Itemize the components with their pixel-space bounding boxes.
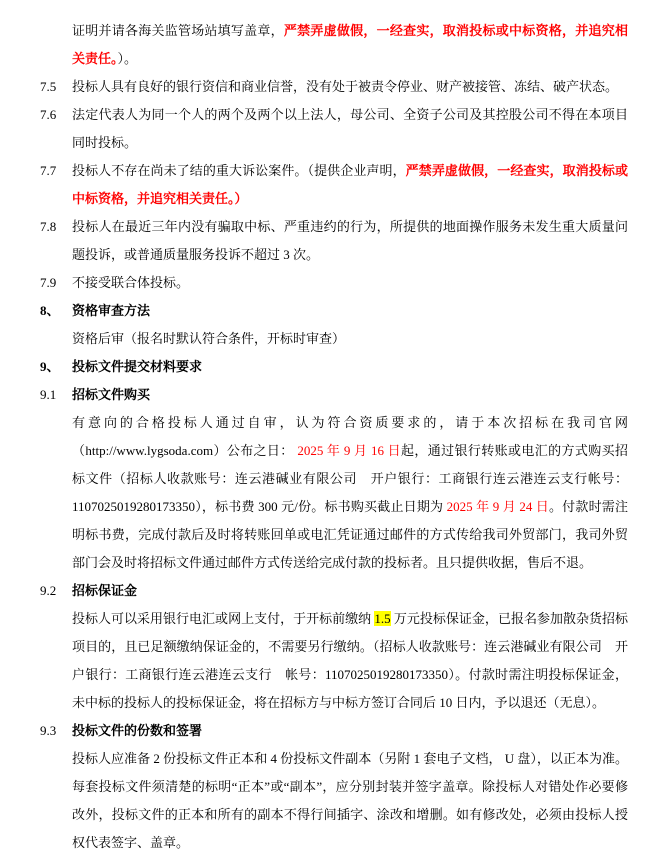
section-9-3-body <box>72 745 628 857</box>
section-number: 9.2 <box>40 583 57 598</box>
clause-text: 证明并请各海关监管场站填写盖章， <box>72 23 284 38</box>
section-9-1-body <box>72 409 628 577</box>
clause-text: 投标人不存在尚未了结的重大诉讼案件。（提供企业声明， <box>72 163 406 178</box>
section-number: 8、 <box>40 303 60 318</box>
section-title: 招标保证金 <box>72 583 138 598</box>
warning-text: 严禁弄虚做假，一经查实，取消投标或中标资格，并追究相关责任。 <box>72 23 628 66</box>
clause-7-8 <box>40 213 628 269</box>
clause-text: 投标人在最近三年内没有骗取中标、严重违约的行为，所提供的地面操作服务未发生重大质量问题投诉，或普通质量服务投诉不超过 3 次。 <box>72 219 628 262</box>
clause-text: 起，通过银行转账或电汇的方式购买招标文件（招标人收款账号：连云港碱业有限公司 开户银行：工商银行连云港连云支行帐号：1107025019280173350），标书费 300 元/份。标书购买截止日期为 <box>72 443 628 514</box>
clause-text: 投标人应准备 2 份投标文件正本和 4 份投标文件副本（另附 1 套电子文档， U 盘），以正本为准。每套投标文件须清楚的标明“正本”或“副本”，应分别封装并签字盖章。除投标人对错处作必要修改外，投标文件的正本和所有的副本不得行间插字、涂改和增删。如有修改处，必须由投标人授权代表签字、盖章。 <box>72 751 628 850</box>
clause-7-7 <box>40 157 628 213</box>
highlighted-deposit-amount: 1.5 <box>374 611 391 626</box>
clause-text: 资格后审（报名时默认符合条件，开标时审查） <box>72 331 346 346</box>
section-8-body <box>72 325 628 353</box>
deadline-date: 2025 年 9 月 24 日 <box>446 499 549 514</box>
clause-text: 万元投标保证金，已报名参加散杂货招标项目的，且已足额缴纳保证金的，不需要另行缴纳。（招标人收款账号：连云港碱业有限公司 开户银行：工商银行连云港连云支行 帐号：1107025019280173350）。付款时需注明投标保证金，未中标的投标人的投标保证金，将在招标方与中标方签订合同后 10 日内，予以退还（无息）。 <box>72 611 628 710</box>
warning-text: 严禁弄虚做假，一经查实，取消投标或中标资格，并追究相关责任。 <box>72 163 628 206</box>
section-9-1-heading <box>40 381 628 409</box>
clause-7-4-continuation <box>72 17 628 73</box>
clause-number: 7.7 <box>40 163 57 178</box>
clause-text: 投标人具有良好的银行资信和商业信誉，没有处于被责令停业、财产被接管、冻结、破产状态。 <box>72 79 619 94</box>
clause-number: 7.5 <box>40 79 57 94</box>
section-8-heading <box>40 297 628 325</box>
clause-text: ）。 <box>117 51 138 66</box>
section-number: 9、 <box>40 359 60 374</box>
clause-text: ） <box>234 191 248 206</box>
section-number: 9.3 <box>40 723 57 738</box>
section-9-3-heading <box>40 717 628 745</box>
section-title: 招标文件购买 <box>72 387 151 402</box>
clause-number: 7.8 <box>40 219 57 234</box>
clause-7-6 <box>40 101 628 157</box>
clause-text: 有意向的合格投标人通过自审，认为符合资质要求的，请于本次招标在我司官网（http://www.lygsoda.com）公布之日： <box>72 415 628 458</box>
section-title: 资格审查方法 <box>72 303 151 318</box>
clause-text: 。付款时需注明标书费，完成付款后及时将转账回单或电汇凭证通过邮件的方式传给我司外贸部门，我司外贸部门会及时将招标文件通过邮件方式传送给完成付款的投标者。且只提供收据，售后不退。 <box>72 499 628 570</box>
section-title: 投标文件的份数和签署 <box>72 723 203 738</box>
section-9-heading <box>40 353 628 381</box>
clause-text: 法定代表人为同一个人的两个及两个以上法人，母公司、全资子公司及其控股公司不得在本项目同时投标。 <box>72 107 628 150</box>
clause-number: 7.6 <box>40 107 57 122</box>
section-9-2-body <box>72 605 628 717</box>
publish-date: 2025 年 9 月 16 日 <box>297 443 402 458</box>
clause-text: 投标人可以采用银行电汇或网上支付，于开标前缴纳 <box>72 611 375 626</box>
section-title: 投标文件提交材料要求 <box>72 359 203 374</box>
section-number: 9.1 <box>40 387 57 402</box>
section-9-2-heading <box>40 577 628 605</box>
clause-number: 7.9 <box>40 275 57 290</box>
clause-7-5 <box>40 73 628 101</box>
clause-7-9 <box>40 269 628 297</box>
clause-text: 不接受联合体投标。 <box>72 275 190 290</box>
